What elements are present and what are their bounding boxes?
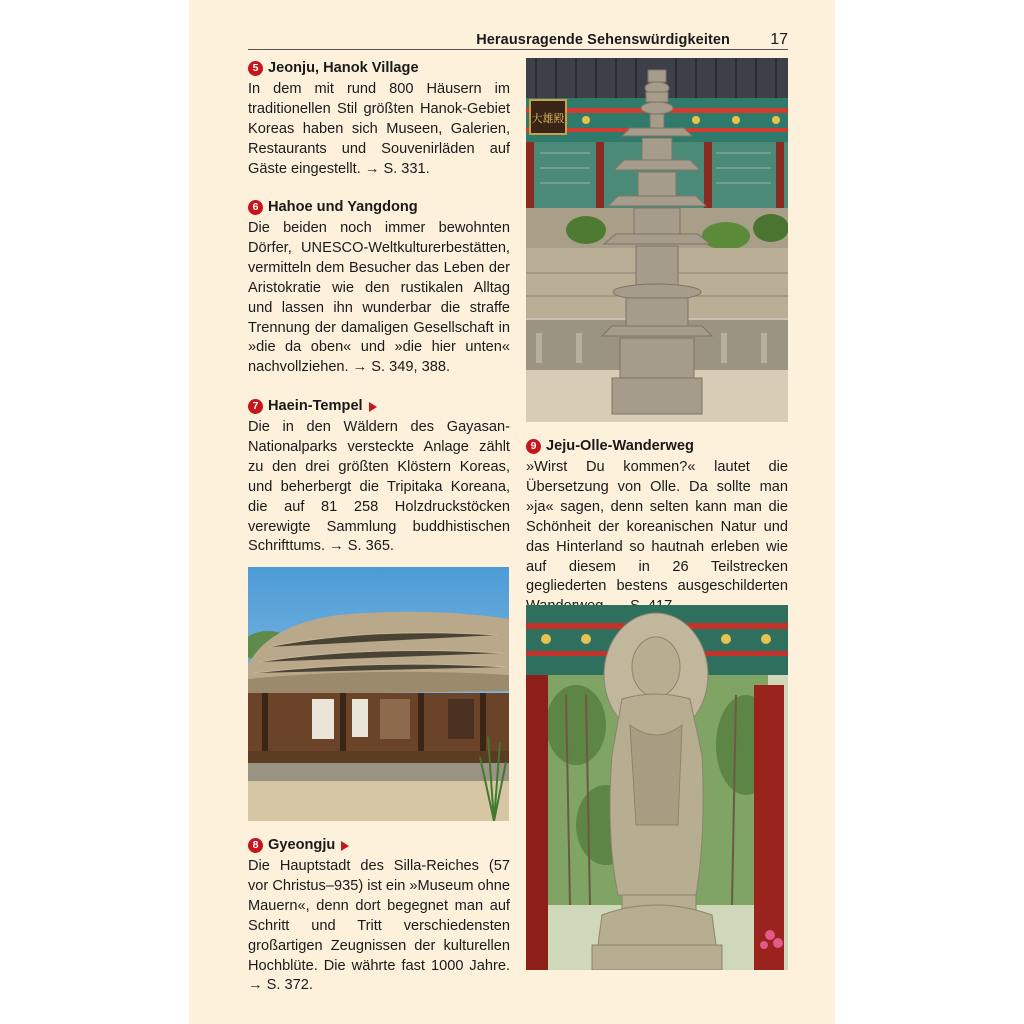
photo-stone-pagoda [526,58,788,422]
temple-signboard-text: 大雄殿 [531,112,565,125]
entry-hahoe [248,198,510,378]
entry-heading [248,59,510,78]
entry-text: Die Hauptstadt des Silla-Reiches (57 vor Christus–935) ist ein »Museum ohne Mauern«, denn dort begegnet man auf Schritt und Tritt verschiedensten großartigen Zeugnissen der kulturellen Hochblüte. Die währte fast 1000 Jahre. → S. 372. [248,858,511,994]
running-header [248,31,788,50]
entry-jeonju [248,59,510,180]
entry-jeju-olle [526,437,788,617]
top-tip-arrow-icon [369,402,377,412]
entry-title: Jeju-Olle-Wanderweg [546,438,694,454]
running-title: Herausragende Sehenswürdigkeiten [476,32,730,48]
entry-heading [248,198,510,217]
entry-text: Die in den Wäldern des Gayasan-Nationalparks versteckte Anlage zählt zu den drei größten Klöstern Koreas, und beherbergt die Tripitaka Koreana, die auf 81 258 Holzdruckstöcken verewigte Sammlung buddhistischen Schrifttums. → S. 365. [248,419,510,555]
entry-haein-tempel [248,397,510,557]
entry-number-badge: 9 [526,439,541,454]
photo-stone-buddha [526,605,788,970]
entry-text: Die beiden noch immer bewohnten Dörfer, UNESCO-Weltkulturerbestätten, vermitteln dem Besucher das Leben der Aristokratie wie den rustikalen Alltag und lassen ihn wunderbar die straffe Trennung der damaligen Gesellschaft in »die da oben« und »die hier unten« nachvollziehen. → S. 349, 388. [248,220,510,376]
entry-title: Jeonju, Hanok Village [268,60,419,76]
entry-number-badge: 8 [248,838,263,853]
entry-title: Hahoe und Yangdong [268,199,418,215]
entry-number-badge: 7 [248,399,263,414]
entry-gyeongju [248,836,510,996]
entry-title: Haein-Tempel [268,398,363,414]
entry-text: In dem mit rund 800 Häusern im traditionellen Stil größten Hanok-Gebiet Koreas haben sich Museen, Galerien, Restaurants und Souvenirläden auf Gäste eingestellt. → S. 331. [248,81,510,177]
entry-number-badge: 6 [248,200,263,215]
photo-thatched-hanok [248,567,509,821]
page-number: 17 [770,31,788,48]
entry-title: Gyeongju [268,837,336,853]
entry-number-badge: 5 [248,61,263,76]
entry-heading [248,836,510,855]
entry-heading [526,437,788,456]
top-tip-arrow-icon [341,841,349,851]
entry-heading [248,397,510,416]
entry-text: »Wirst Du kommen?« lautet die Übersetzung von Olle. Da sollte man »ja« sagen, denn selten kann man die Schönheit der koreanischen Natur und das Hinterland so hautnah erleben wie auf diesem in 26 Teilstrecken gegliederten bestens ausgeschilderten [526,459,788,595]
